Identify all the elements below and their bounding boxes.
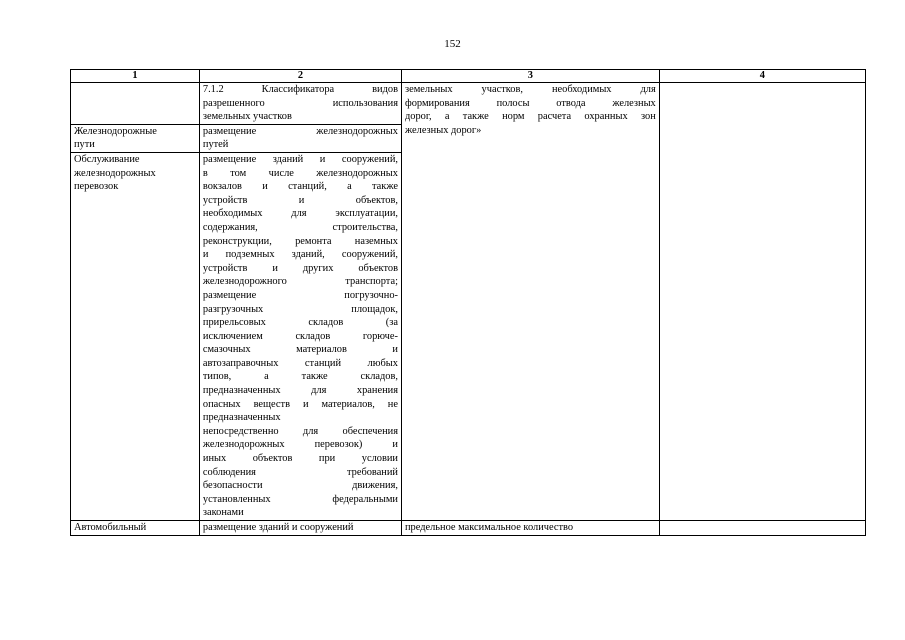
- table-row: [71, 83, 866, 125]
- text-line: железнодорожного транспорта;: [202, 276, 398, 288]
- table-cell-col4: [659, 521, 865, 536]
- text-line: содержания, строительства,: [202, 221, 398, 233]
- text-line: исключением складов горюче-: [202, 330, 398, 342]
- text-line: железнодорожных перевозок) и: [202, 439, 398, 451]
- text-line: безопасности движения,: [202, 480, 398, 492]
- text-line: автозаправочных станций любых: [202, 357, 398, 369]
- column-header-2: 2: [199, 70, 401, 83]
- table-cell-col2: [199, 521, 401, 536]
- table-cell-col3-merged: [401, 83, 659, 521]
- table-cell-col4-merged: [659, 83, 865, 521]
- table-cell-col1: [71, 152, 200, 520]
- text-line: разгрузочных площадок,: [202, 303, 398, 315]
- text-line: предельное максимальное количество: [404, 522, 574, 533]
- text-line: законами: [202, 507, 244, 519]
- table-cell-col3: [401, 521, 659, 536]
- text-line: предназначенных: [202, 412, 281, 424]
- text-line: 7.1.2 Классификатора видов: [202, 84, 398, 95]
- text-line: Обслуживание: [74, 153, 140, 165]
- text-line: земельных участков, необходимых для: [404, 84, 656, 95]
- table-cell-col2: [199, 152, 401, 520]
- table-cell-col1: [71, 83, 200, 125]
- text-line: размещение зданий и сооружений: [202, 522, 354, 533]
- text-line: путей: [202, 139, 229, 151]
- column-header-1: 1: [71, 70, 200, 83]
- text-line: предназначенных для хранения: [202, 385, 398, 397]
- text-line: размещение железнодорожных: [202, 125, 398, 137]
- text-line: железнодорожных: [74, 167, 156, 179]
- text-line: непосредственно для обеспечения: [202, 425, 398, 437]
- text-line: опасных веществ и материалов, не: [202, 398, 398, 410]
- text-line: пути: [74, 139, 95, 151]
- text-line: необходимых для эксплуатации,: [202, 208, 398, 220]
- text-line: иных объектов при условии: [202, 453, 398, 465]
- table-row: [71, 521, 866, 536]
- text-line: соблюдения требований: [202, 466, 398, 478]
- text-line: Автомобильный: [74, 522, 147, 533]
- text-line: формирования полосы отвода железных: [404, 97, 656, 109]
- table-cell-col1: [71, 521, 200, 536]
- page-number: 152: [444, 38, 461, 50]
- land-use-table: [70, 69, 866, 536]
- text-line: реконструкции, ремонта наземных: [202, 235, 398, 247]
- text-line: установленных федеральными: [202, 493, 398, 505]
- text-line: железных дорог»: [404, 124, 482, 136]
- text-line: прирельсовых складов (за: [202, 317, 398, 329]
- text-line: смазочных материалов и: [202, 344, 398, 356]
- text-line: устройств и объектов,: [202, 194, 398, 206]
- text-line: разрешенного использования: [202, 97, 398, 109]
- text-line: дорог, а также норм расчета охранных зон: [404, 111, 656, 123]
- table-cell-col2: [199, 83, 401, 125]
- text-line: размещение зданий и сооружений,: [202, 153, 398, 165]
- text-line: Железнодорожные: [74, 125, 157, 137]
- text-line: типов, а также складов,: [202, 371, 398, 383]
- column-header-4: 4: [659, 70, 865, 83]
- text-line: в том числе железнодорожных: [202, 167, 398, 179]
- table-cell-col1: [71, 124, 200, 152]
- text-line: вокзалов и станций, а также: [202, 181, 398, 193]
- text-line: и подземных зданий, сооружений,: [202, 249, 398, 261]
- text-line: перевозок: [74, 181, 119, 193]
- table-cell-col2: [199, 124, 401, 152]
- text-line: размещение погрузочно-: [202, 289, 398, 301]
- text-line: земельных участков: [202, 111, 292, 123]
- text-line: устройств и других объектов: [202, 262, 398, 274]
- column-header-3: 3: [401, 70, 659, 83]
- table-header-row: [71, 70, 866, 83]
